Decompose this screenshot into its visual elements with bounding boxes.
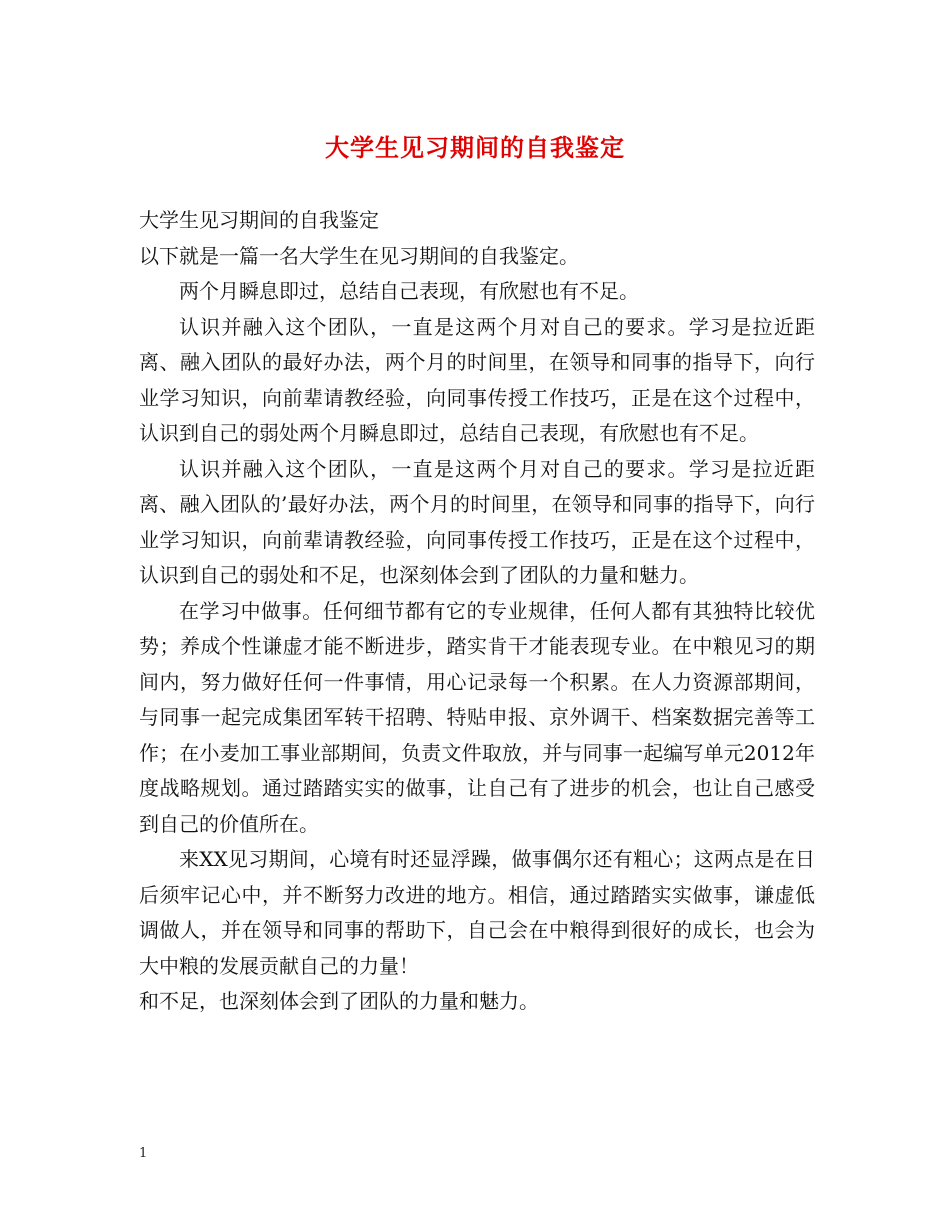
- paragraph: 认识并融入这个团队，一直是这两个月对自己的要求。学习是拉近距离、融入团队的’最好办法，两个月的时间里，在领导和同事的指导下，向行业学习知识，向前辈请教经验，向同事传授工作技巧，正是在这个过程中，认识到自己的弱处和不足，也深刻体会到了团队的力量和魅力。: [139, 456, 815, 587]
- paragraph-intro: 以下就是一篇一名大学生在见习期间的自我鉴定。: [139, 243, 579, 268]
- paragraph: 在学习中做事。任何细节都有它的专业规律，任何人都有其独特比较优势；养成个性谦虚才能不断进步，踏实肯干才能表现专业。在中粮见习的期间内，努力做好任何一件事情，用心记录每一个积累。在人力资源部期间，与同事一起完成集团军转干招聘、特贴申报、京外调干、档案数据完善等工作；在小麦加工事业部期间，负责文件取放，并与同事一起编写单元2012年度战略规划。通过踏踏实实的做事，让自己有了进步的机会，也让自己感受到自己的价值所在。: [139, 598, 815, 836]
- document-title: 大学生见习期间的自我鉴定: [325, 133, 625, 162]
- paragraph: 来XX见习期间，心境有时还显浮躁，做事偶尔还有粗心；这两点是在日后须牢记心中，并不断努力改进的地方。相信，通过踏踏实实做事，谦虚低调做人，并在领导和同事的帮助下，自己会在中粮得到很好的成长，也会为大中粮的发展贡献自己的力量！: [139, 847, 815, 978]
- paragraph: 认识并融入这个团队，一直是这两个月对自己的要求。学习是拉近距离、融入团队的最好办法，两个月的时间里，在领导和同事的指导下，向行业学习知识，向前辈请教经验，向同事传授工作技巧，正是在这个过程中，认识到自己的弱处两个月瞬息即过，总结自己表现，有欣慰也有不足。: [139, 314, 815, 445]
- page-number: 1: [139, 1146, 148, 1161]
- paragraph-subtitle: 大学生见习期间的自我鉴定: [139, 208, 379, 232]
- paragraph-trailing: 和不足，也深刻体会到了团队的力量和魅力。: [139, 989, 539, 1013]
- paragraph: 两个月瞬息即过，总结自己表现，有欣慰也有不足。: [179, 279, 639, 303]
- document-body: [139, 203, 815, 1020]
